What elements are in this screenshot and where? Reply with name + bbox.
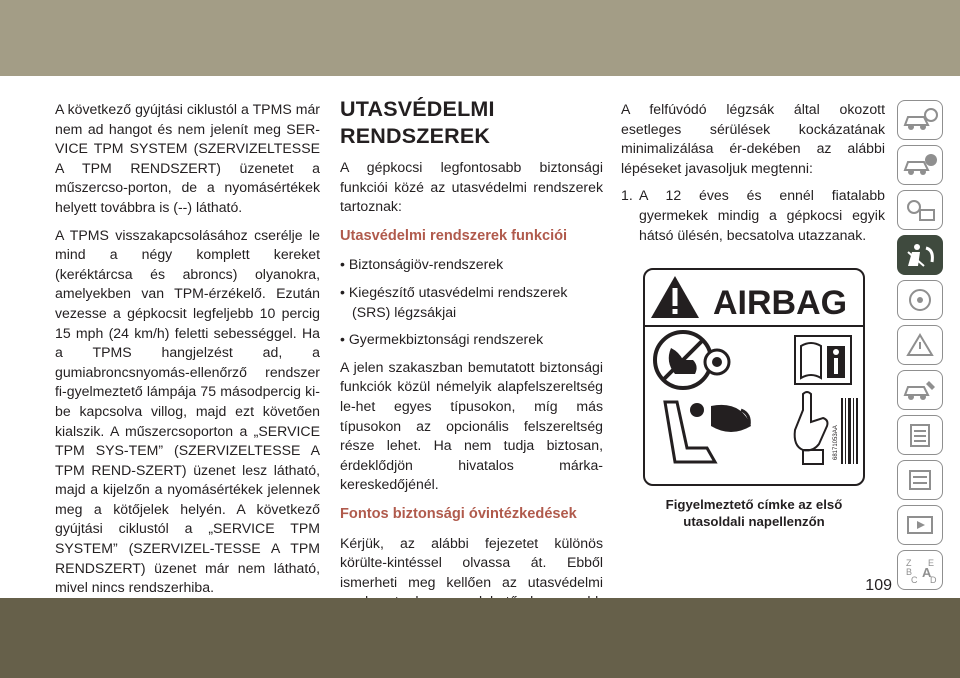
intro-paragraph: A gépkocsi legfontosabb biztonsági funkciói közé az utasvédelmi rendszerek tartoznak: <box>340 159 603 215</box>
info-paragraph: A jelen szakaszban bemutatott biztonsági funkciók közül némelyik alapfelszereltség le-het egyes típusokon, míg más típusokon az opcionális felszereltség része lehet. Ha nem tudja biztosan, érdeklődjön hivatalos márka-kereskedőjénél. <box>340 358 603 493</box>
steering-wheel-icon <box>902 287 938 313</box>
road-warning-icon <box>902 332 938 358</box>
index-letter: C <box>911 575 918 585</box>
tab-car-warning[interactable] <box>897 145 943 185</box>
figure-caption <box>622 496 886 530</box>
tab-dashboard-lights[interactable] <box>897 190 943 230</box>
tab-seatbelt-airbag[interactable] <box>897 235 943 275</box>
tpms-paragraph-2: A TPMS visszakapcsolásához cserélje le mind a négy komplett kereket (keréktárcsa és abroncs) olyanokra, amelyekben van TPM-érzékelő. Ezután vezesse a gépkocsit legfeljebb 10 percig 15 mph (24 km/h) feletti sebességgel. Ha a TPMS hangjelzést ad, a gumiabroncsnyomás-ellenőrző rendszer fi-gyelmeztető lámpája 75 másodpercig ki-be kapcsolva villog, majd ezt követően kialszik. A műszercsoporton a „SERVICE TPM SYS-TEM” (SZERVIZELTESSE A TPM REND-SZERT) üzenet lesz látható, majd a kijelzőn a nyomásértékek jelennek meg a kötőjelek helyén. A következő gyújtási ciklustól a „SERVICE TPM SYSTEM” (SZERVIZEL-TESSE A TPM RENDSZERT) üzenet már nem látható, mivel nincs rendszerhiba. <box>55 226 320 596</box>
bullet-item: • Kiegészítő utasvédelmi rendszerek (SRS) légzsákjai <box>340 283 568 320</box>
chapter-tabs <box>897 100 947 595</box>
checklist-icon <box>902 422 938 448</box>
airbag-deployment-icon <box>665 402 751 462</box>
warning-paragraph: Kérjük, az alábbi fejezetet különös körülte-kintéssel olvassa át. Ebből ismerheti meg kellően az utasvédelmi <box>340 534 603 590</box>
car-info-icon <box>902 107 938 133</box>
subheading-functions: Utasvédelmi rendszerek funkciói <box>340 227 568 244</box>
car-service-icon <box>902 377 938 403</box>
hand-warning-icon <box>795 392 828 464</box>
column-left <box>55 100 320 606</box>
bullet-item: • Gyermekbiztonsági rendszerek <box>340 331 544 348</box>
tab-car-service[interactable] <box>897 370 943 410</box>
bottom-band <box>0 598 960 678</box>
tab-checklist[interactable] <box>897 415 943 455</box>
airbag-intro-paragraph: A felfúvódó légzsák által okozott esetleges sérülések kockázatának minimalizálása ér-dekében az alábbi lépéseket javasoljuk megtenni: <box>621 101 885 176</box>
tab-steering-wheel[interactable] <box>897 280 943 320</box>
tpms-paragraph-1: A következő gyújtási ciklustól a TPMS már nem ad hangot és nem jelenít meg SER-VICE TPM SYSTEM (SZERVIZELTESSE A TPM RENDSZERT) üzenetet a műszercso-porton, de a nyomásértékek helyett továbbra is (--) látható. <box>55 101 320 215</box>
numbered-item <box>621 186 885 245</box>
tab-index[interactable] <box>897 550 943 590</box>
airbag-label-illustration <box>645 270 863 484</box>
item-text: A 12 éves és ennél fiatalabb gyermekek mindig a gépkocsi egyik hátsó ülésén, becsatolva utazzanak. <box>639 187 885 243</box>
dashboard-lights-icon <box>902 197 938 223</box>
index-letter: B <box>906 567 913 577</box>
column-middle <box>340 96 603 659</box>
car-warning-icon <box>902 152 938 178</box>
subheading-precautions: Fontos biztonsági óvintézkedések <box>340 505 577 522</box>
seatbelt-airbag-icon <box>902 242 938 268</box>
chapter-title <box>340 96 603 150</box>
airbag-heading: AIRBAG <box>713 284 848 322</box>
tab-multimedia[interactable] <box>897 505 943 545</box>
index-icon <box>902 555 938 585</box>
specifications-icon <box>902 467 938 493</box>
bullet-item: • Biztonságiöv-rendszerek <box>340 256 504 273</box>
airbag-warning-label <box>643 268 865 486</box>
multimedia-icon <box>902 512 938 538</box>
tab-car-info[interactable] <box>897 100 943 140</box>
chapter-title-line-1: UTASVÉDELMI <box>340 97 495 121</box>
read-manual-icon <box>795 336 851 384</box>
top-band <box>0 0 960 76</box>
tab-specifications[interactable] <box>897 460 943 500</box>
barcode-number: 68171053AA <box>833 425 839 460</box>
caption-line-2: utasoldali napellenzőn <box>683 514 825 529</box>
warning-triangle-icon <box>651 276 699 318</box>
index-letter: D <box>930 575 937 585</box>
page-number: 109 <box>865 577 892 594</box>
rear-facing-child-seat-prohibited-icon <box>655 332 729 388</box>
column-right <box>621 100 885 245</box>
barcode <box>841 398 858 464</box>
index-letter: A <box>922 565 932 580</box>
index-letter: Z <box>906 558 912 568</box>
caption-line-1: Figyelmeztető címke az első <box>665 497 843 512</box>
chapter-title-line-2: RENDSZEREK <box>340 124 491 148</box>
index-letter: E <box>928 558 935 568</box>
item-number: 1. <box>621 187 633 204</box>
tab-road-warning[interactable] <box>897 325 943 365</box>
